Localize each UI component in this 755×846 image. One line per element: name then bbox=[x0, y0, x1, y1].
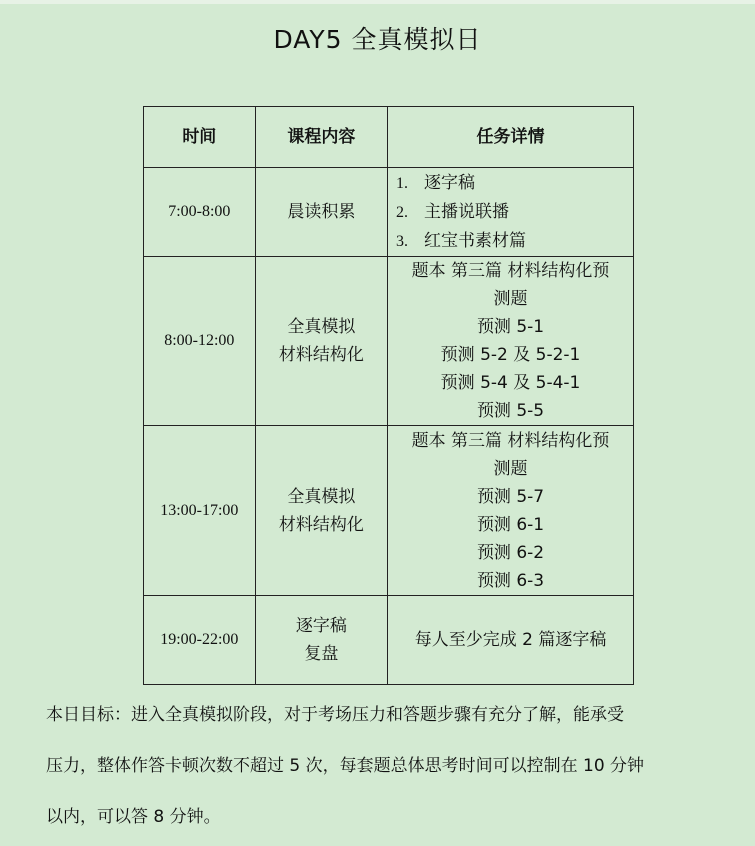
task-line: 预测 6-2 bbox=[476, 542, 545, 563]
list-item bbox=[396, 198, 633, 227]
course-line: 逐字稿 bbox=[295, 616, 347, 636]
course-line: 复盘 bbox=[304, 644, 339, 664]
header-time: 时间 bbox=[144, 107, 256, 168]
list-index: 2. bbox=[396, 203, 409, 221]
course-line: 材料结构化 bbox=[278, 514, 364, 535]
task-cell bbox=[388, 426, 634, 596]
course-cell bbox=[255, 596, 387, 685]
course-line: 全真模拟 bbox=[287, 317, 356, 337]
task-line: 测题 bbox=[493, 458, 528, 479]
task-list bbox=[388, 169, 633, 256]
table-row bbox=[144, 168, 634, 257]
list-text: 主播说联播 bbox=[424, 201, 510, 222]
goal-line: 压力，整体作答卡顿次数不超过 5 次，每套题总体思考时间可以控制在 10 分钟 bbox=[46, 756, 645, 776]
course-line: 材料结构化 bbox=[278, 345, 364, 365]
task-line: 预测 5-7 bbox=[476, 486, 545, 507]
table-row bbox=[144, 426, 634, 596]
list-text: 逐字稿 bbox=[424, 172, 476, 193]
task-line: 预测 6-3 bbox=[476, 570, 545, 591]
table-header-row bbox=[144, 107, 634, 168]
task-cell bbox=[388, 596, 634, 685]
list-item bbox=[396, 227, 633, 256]
list-index: 1. bbox=[396, 174, 409, 192]
list-item bbox=[396, 169, 633, 198]
course-line: 全真模拟 bbox=[287, 486, 356, 507]
task-line: 题本 第三篇 材料结构化预 bbox=[411, 430, 610, 451]
task-line: 每人至少完成 2 篇逐字稿 bbox=[414, 630, 607, 650]
course-line: 晨读积累 bbox=[287, 202, 356, 222]
course-cell bbox=[255, 168, 387, 257]
daily-goal bbox=[46, 690, 726, 843]
task-line: 预测 5-2 及 5-2-1 bbox=[440, 345, 581, 365]
time-cell: 7:00-8:00 bbox=[144, 168, 256, 257]
task-line: 预测 5-1 bbox=[476, 317, 545, 337]
task-line: 预测 6-1 bbox=[476, 514, 545, 535]
task-cell bbox=[388, 168, 634, 257]
header-course: 课程内容 bbox=[255, 107, 387, 168]
time-cell: 8:00-12:00 bbox=[144, 257, 256, 426]
time-cell: 13:00-17:00 bbox=[144, 426, 256, 596]
task-line: 预测 5-4 及 5-4-1 bbox=[440, 373, 581, 393]
header-task: 任务详情 bbox=[388, 107, 634, 168]
task-cell bbox=[388, 257, 634, 426]
goal-line: 以内，可以答 8 分钟。 bbox=[46, 807, 221, 827]
table-row bbox=[144, 257, 634, 426]
time-cell: 19:00-22:00 bbox=[144, 596, 256, 685]
list-text: 红宝书素材篇 bbox=[424, 230, 527, 251]
top-bar bbox=[0, 0, 755, 4]
list-index: 3. bbox=[396, 232, 409, 250]
task-line: 题本 第三篇 材料结构化预 bbox=[411, 261, 610, 281]
goal-line: 本日目标：进入全真模拟阶段，对于考场压力和答题步骤有充分了解，能承受 bbox=[46, 705, 624, 725]
task-line: 预测 5-5 bbox=[476, 401, 545, 421]
schedule-table bbox=[143, 106, 634, 685]
page-title: DAY5 全真模拟日 bbox=[273, 25, 482, 54]
task-line: 测题 bbox=[493, 289, 528, 309]
table-row bbox=[144, 596, 634, 685]
course-cell bbox=[255, 426, 387, 596]
course-cell bbox=[255, 257, 387, 426]
